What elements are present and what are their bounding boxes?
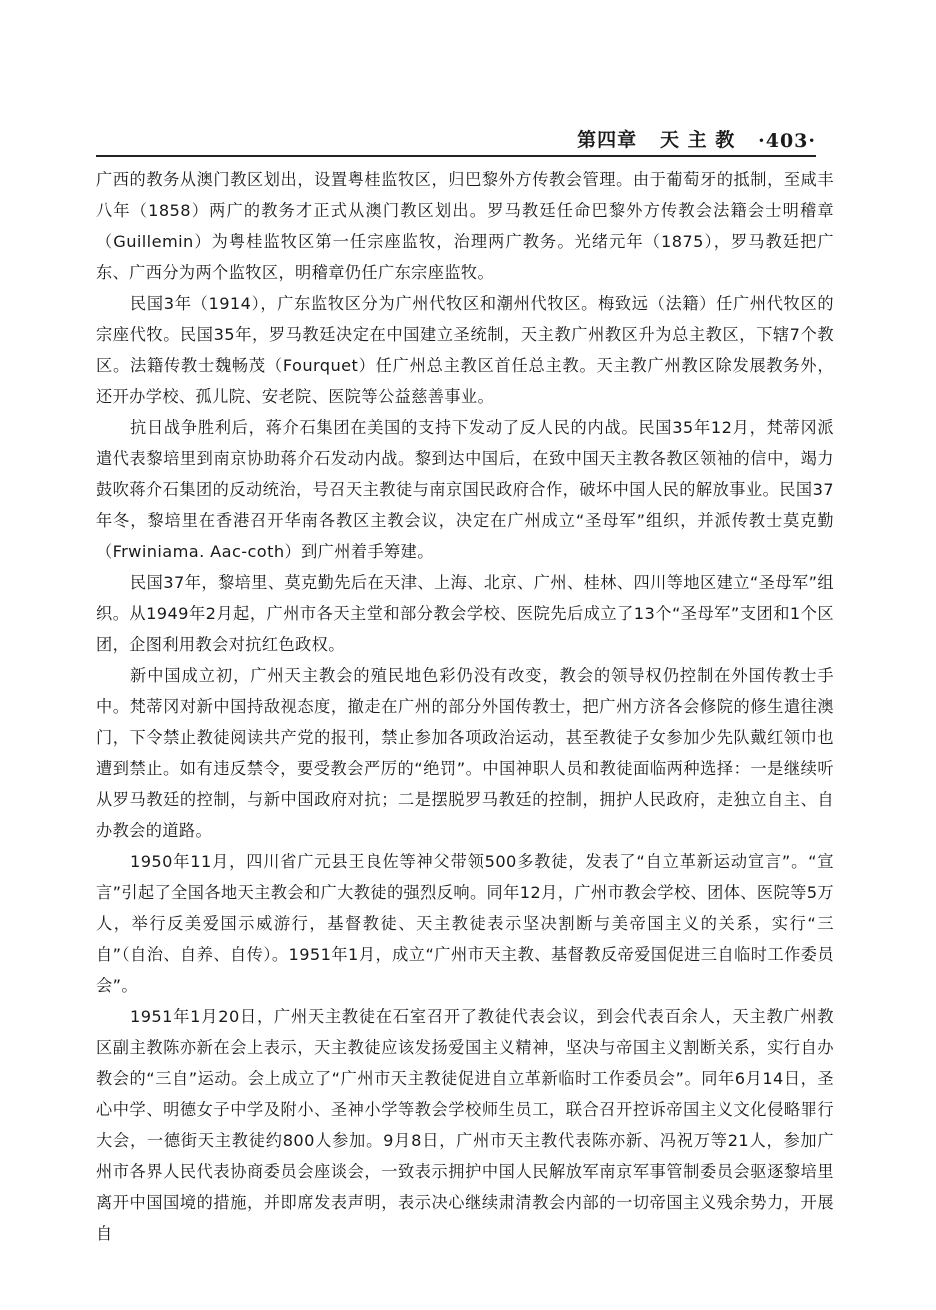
chapter-label: 第四章 (577, 129, 638, 151)
paragraph: 民国3年（1914），广东监牧区分为广州代牧区和潮州代牧区。梅致远（法籍）任广州代牧区的宗座代牧。民国35年，罗马教廷决定在中国建立圣统制，天主教广州教区升为总主教区，下辖7个教区。法籍传教士魏畅茂（Fourquet）任广州总主教区首任总主教。天主教广州教区除发展教务外，还开办学校、孤儿院、安老院、医院等公益慈善事业。 (96, 294, 834, 406)
chapter-title: 天 主 教 (660, 129, 736, 151)
header-rule (96, 155, 816, 157)
paragraph: 抗日战争胜利后，蒋介石集团在美国的支持下发动了反人民的内战。民国35年12月，梵蒂冈派遣代表黎培里到南京协助蒋介石发动内战。黎到达中国后，在致中国天主教各教区领袖的信中，竭力鼓吹蒋介石集团的反动统治，号召天主教徒与南京国民政府合作，破坏中国人民的解放事业。民国37年冬，黎培里在香港召开华南各教区主教会议，决定在广州成立“圣母军”组织，并派传教士莫克勤（Frwiniama. Aac-coth）到广州着手筹建。 (96, 418, 834, 561)
paragraph: 民国37年，黎培里、莫克勤先后在天津、上海、北京、广州、桂林、四川等地区建立“圣母军”组织。从1949年2月起，广州市各天主堂和部分教会学校、医院先后成立了13个“圣母军”支团和1个区团，企图利用教会对抗红色政权。 (96, 573, 834, 654)
running-header (96, 118, 816, 152)
paragraph: 1950年11月，四川省广元县王良佐等神父带领500多教徒，发表了“自立革新运动宣言”。“宣言”引起了全国各地天主教会和广大教徒的强烈反响。同年12月，广州市教会学校、团体、医院等5万人，举行反美爱国示威游行，基督教徒、天主教徒表示坚决割断与美帝国主义的关系，实行“三自”（自治、自养、自传）。1951年1月，成立“广州市天主教、基督教反帝爱国促进三自临时工作委员会”。 (96, 852, 834, 995)
paragraph: 1951年1月20日，广州天主教徒在石室召开了教徒代表会议，到会代表百余人，天主教广州教区副主教陈亦新在会上表示，天主教徒应该发扬爱国主义精神，坚决与帝国主义割断关系，实行自办教会的“三自”运动。会上成立了“广州市天主教徒促进自立革新临时工作委员会”。同年6月14日，圣心中学、明德女子中学及附小、圣神小学等教会学校师生员工，联合召开控诉帝国主义文化侵略罪行大会，一德街天主教徒约800人参加。9月8日，广州市天主教代表陈亦新、冯祝万等21人，参加广州市各界人民代表协商委员会座谈会，一致表示拥护中国人民解放军南京军事管制委员会驱逐黎培里离开中国国境的措施，并即席发表声明，表示决心继续肃清教会内部的一切帝国主义残余势力，开展自 (96, 1007, 834, 1243)
paragraph: 广西的教务从澳门教区划出，设置粤桂监牧区，归巴黎外方传教会管理。由于葡萄牙的抵制，至咸丰八年（1858）两广的教务才正式从澳门教区划出。罗马教廷任命巴黎外方传教会法籍会士明稽章（Guillemin）为粤桂监牧区第一任宗座监牧，治理两广教务。光绪元年（1875），罗马教廷把广东、广西分为两个监牧区，明稽章仍任广东宗座监牧。 (96, 170, 834, 282)
paragraph: 新中国成立初，广州天主教会的殖民地色彩仍没有改变，教会的领导权仍控制在外国传教士手中。梵蒂冈对新中国持敌视态度，撤走在广州的部分外国传教士，把广州方济各会修院的修生遣往澳门，下令禁止教徒阅读共产党的报刊，禁止参加各项政治运动，甚至教徒子女参加少先队戴红领巾也遭到禁止。如有违反禁令，要受教会严厉的“绝罚”。中国神职人员和教徒面临两种选择：一是继续听从罗马教廷的控制，与新中国政府对抗；二是摆脱罗马教廷的控制，拥护人民政府，走独立自主、自办教会的道路。 (96, 666, 834, 840)
page-number: ·403· (758, 130, 816, 152)
body-text (96, 164, 834, 1249)
